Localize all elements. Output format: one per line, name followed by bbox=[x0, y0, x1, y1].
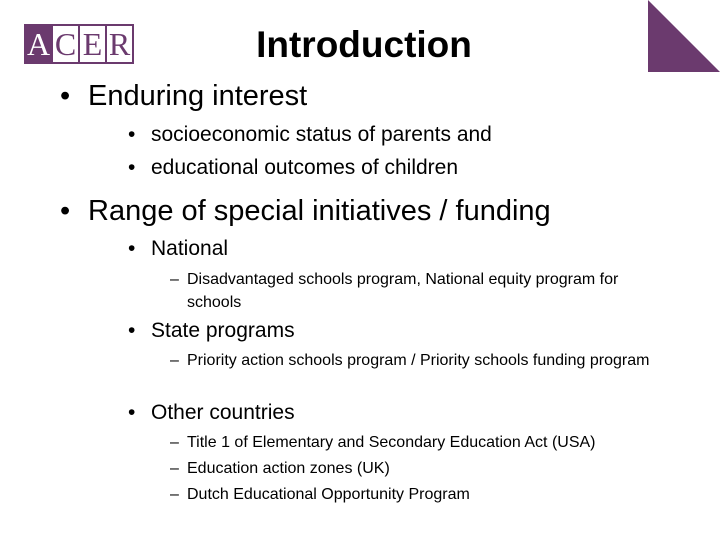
bullet-icon: • bbox=[128, 156, 136, 179]
logo-letter-r: R bbox=[105, 24, 134, 64]
logo-letter-c: C bbox=[51, 24, 80, 64]
sub-bullet-text: State programs bbox=[151, 319, 295, 342]
slide-title: Introduction bbox=[256, 24, 472, 65]
bullet-special-initiatives bbox=[60, 194, 551, 228]
logo-letter-e: E bbox=[78, 24, 107, 64]
logo-letter-a: A bbox=[24, 24, 53, 64]
detail-item bbox=[170, 483, 660, 506]
bullet-enduring-interest bbox=[60, 79, 307, 113]
dash-icon: – bbox=[170, 486, 179, 503]
detail-text: Title 1 of Elementary and Secondary Education Act (USA) bbox=[187, 434, 596, 451]
sub-bullet-state-programs bbox=[128, 318, 295, 344]
sub-bullet-educational bbox=[128, 155, 458, 181]
sub-bullet-text: educational outcomes of children bbox=[151, 156, 459, 179]
dash-icon: – bbox=[170, 460, 179, 477]
detail-text: Disadvantaged schools program, National equity program for schools bbox=[187, 271, 619, 311]
sub-bullet-national bbox=[128, 236, 228, 262]
corner-triangle bbox=[648, 0, 720, 72]
detail-item bbox=[170, 457, 660, 480]
bullet-text: Enduring interest bbox=[88, 80, 308, 112]
detail-item bbox=[170, 431, 660, 454]
sub-bullet-socioeconomic bbox=[128, 122, 492, 148]
bullet-icon: • bbox=[60, 80, 71, 112]
detail-text: Dutch Educational Opportunity Program bbox=[187, 486, 470, 503]
sub-bullet-text: socioeconomic status of parents and bbox=[151, 123, 492, 146]
dash-icon: – bbox=[170, 271, 179, 288]
detail-text: Priority action schools program / Priority schools funding program bbox=[187, 352, 650, 369]
sub-bullet-text: Other countries bbox=[151, 401, 295, 424]
bullet-icon: • bbox=[60, 195, 71, 227]
bullet-icon: • bbox=[128, 401, 136, 424]
bullet-icon: • bbox=[128, 237, 136, 260]
dash-icon: – bbox=[170, 352, 179, 369]
bullet-icon: • bbox=[128, 319, 136, 342]
sub-bullet-other-countries bbox=[128, 400, 295, 426]
bullet-text: Range of special initiatives / funding bbox=[88, 195, 551, 227]
sub-bullet-text: National bbox=[151, 237, 229, 260]
detail-item bbox=[170, 268, 660, 314]
bullet-icon: • bbox=[128, 123, 136, 146]
dash-icon: – bbox=[170, 434, 179, 451]
corner-triangle-decoration bbox=[648, 0, 720, 72]
detail-text: Education action zones (UK) bbox=[187, 460, 390, 477]
detail-item bbox=[170, 349, 660, 372]
